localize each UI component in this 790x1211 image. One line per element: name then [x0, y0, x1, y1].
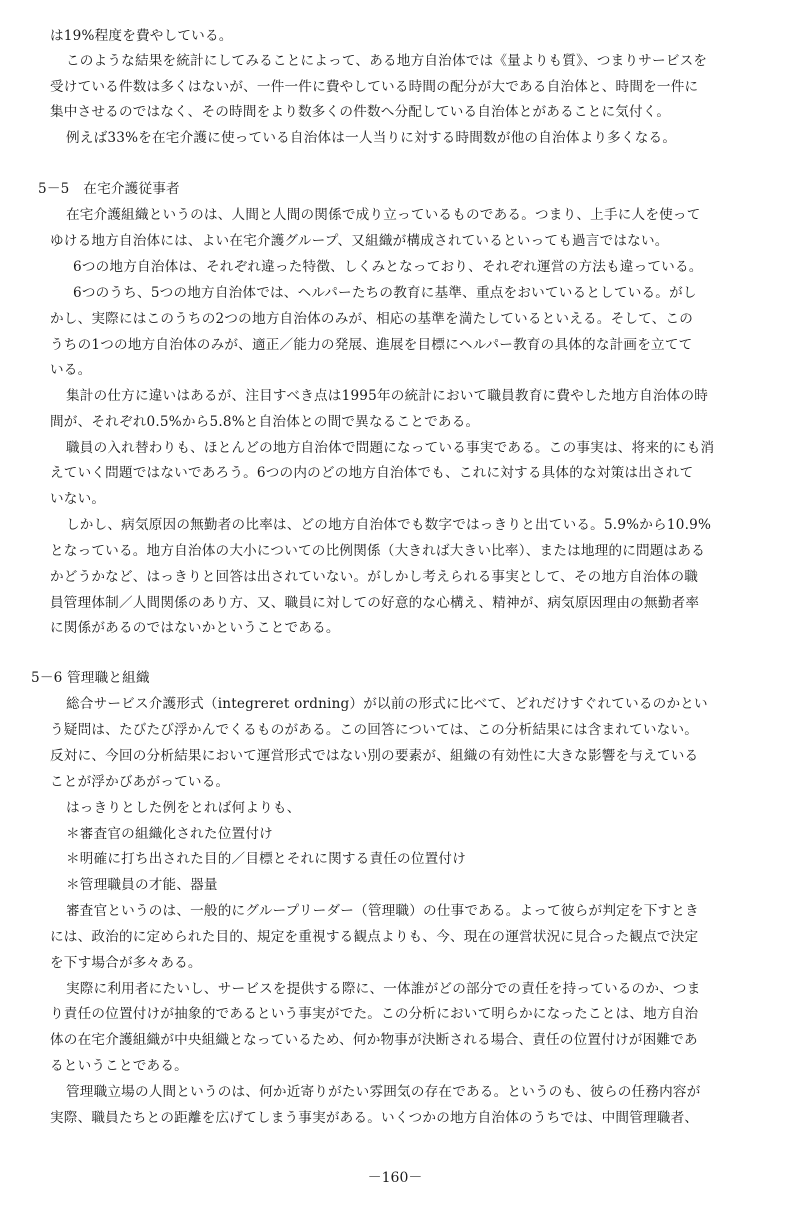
- text-line: るということである。: [50, 1058, 188, 1074]
- text-line: 6つのうち、5つの地方自治体では、ヘルパーたちの教育に基準、重点をおいているとしている。がし: [73, 285, 697, 301]
- text-line: このような結果を統計にしてみることによって、ある地方自治体では《量よりも質》、つまりサービスを: [66, 53, 708, 69]
- text-line: 反対に、今回の分析結果において運営形式ではない別の要素が、組織の有効性に大きな影響を与えている: [50, 748, 699, 764]
- text-line: り責任の位置付けが抽象的であるという事実がでた。この分析において明らかになったことは、地方自治: [50, 1006, 699, 1022]
- text-line: 員管理体制／人間関係のあり方、又、職員に対しての好意的な心構え、精神が、病気原因理由の無勤者率: [50, 595, 700, 611]
- text-line: しかし、病気原因の無勤者の比率は、どの地方自治体でも数字ではっきりと出ている。5.9%から10.9%: [66, 517, 712, 533]
- section-heading: 5－6 管理職と組織: [31, 670, 150, 686]
- text-line: に関係があるのではないかということである。: [50, 620, 340, 636]
- text-line: 総合サービス介護形式（integreret ordning）が以前の形式に比べて、どれだけすぐれているのかとい: [66, 696, 708, 712]
- text-line: 体の在宅介護組織が中央組織となっているため、何か物事が決断される場合、責任の位置付けが困難であ: [50, 1032, 698, 1048]
- text-line: はっきりとした例をとれば何よりも、: [66, 800, 301, 816]
- text-line: には、政治的に定められた目的、規定を重視する観点よりも、今、現在の運営状況に見合った観点で決定: [50, 929, 699, 945]
- text-line: は19%程度を費やしている。: [50, 28, 233, 44]
- text-line: う疑問は、たびたび浮かんでくるものがある。この回答については、この分析結果には含まれていない。: [50, 722, 699, 738]
- text-line: 間が、それぞれ0.5%から5.8%と自治体との間で異なることである。: [50, 414, 480, 430]
- list-item: ＊審査官の組織化された位置付け: [66, 826, 273, 842]
- text-line: 職員の入れ替わりも、ほとんどの地方自治体で問題になっている事実である。この事実は、将来的にも消: [66, 440, 715, 456]
- section-heading: 5－5 在宅介護従事者: [38, 181, 180, 197]
- text-line: ことが浮かびあがっている。: [50, 774, 230, 790]
- text-line: となっている。地方自治体の大小についての比例関係（大きれば大きい比率）、または地理的に問題はある: [50, 543, 706, 559]
- text-line: えていく問題ではないであろう。6つの内のどの地方自治体でも、これに対する具体的な対策は出されて: [50, 465, 694, 481]
- text-line: 在宅介護組織というのは、人間と人間の関係で成り立っているものである。つまり、上手に人を使って: [66, 207, 701, 223]
- text-line: 受けている件数は多くはないが、一件一件に費やしている時間の配分が大である自治体と、時間を一件に: [50, 79, 699, 95]
- text-line: かし、実際にはこのうちの2つの地方自治体のみが、相応の基準を満たしているといえる。そして、この: [50, 311, 694, 327]
- page-number: －160－: [367, 1170, 423, 1186]
- text-line: 審査官というのは、一般的にグループリーダー（管理職）の仕事である。よって彼らが判定を下すとき: [66, 903, 699, 919]
- text-line: いる。: [50, 362, 92, 378]
- text-line: 集中させるのではなく、その時間をより数多くの件数へ分配している自治体とがあることに気付く。: [50, 104, 671, 120]
- text-line: かどうかなど、はっきりと回答は出されていない。がしかし考えられる事実として、その地方自治体の職: [50, 569, 699, 585]
- text-line: 実際、職員たちとの距離を広げてしまう事実がある。いくつかの地方自治体のうちでは、中間管理職者、: [50, 1110, 699, 1126]
- text-line: 6つの地方自治体は、それぞれ違った特徴、しくみとなっており、それぞれ運営の方法も違っている。: [73, 259, 703, 275]
- list-item: ＊明確に打ち出された目的／目標とそれに関する責任の位置付け: [66, 851, 467, 867]
- text-line: を下す場合が多々ある。: [50, 955, 202, 971]
- text-line: いない。: [50, 491, 106, 507]
- text-line: 集計の仕方に違いはあるが、注目すべき点は1995年の統計において職員教育に費やした地方自治体の時: [66, 388, 709, 404]
- text-line: 管理職立場の人間というのは、何か近寄りがたい雰囲気の存在である。というのも、彼らの任務内容が: [66, 1084, 701, 1100]
- text-line: 実際に利用者にたいし、サービスを提供する際に、一体誰がどの部分での責任を持っているのか、つま: [66, 981, 701, 997]
- text-line: うちの1つの地方自治体のみが、適正／能力の発展、進展を目標にヘルパー教育の具体的な計画を立てて: [50, 337, 693, 353]
- text-line: ゆける地方自治体には、よい在宅介護グループ、又組織が構成されているといっても過言ではない。: [50, 233, 669, 249]
- list-item: ＊管理職員の才能、器量: [66, 877, 218, 893]
- text-line: 例えば33%を在宅介護に使っている自治体は一人当りに対する時間数が他の自治体より多くなる。: [66, 130, 677, 146]
